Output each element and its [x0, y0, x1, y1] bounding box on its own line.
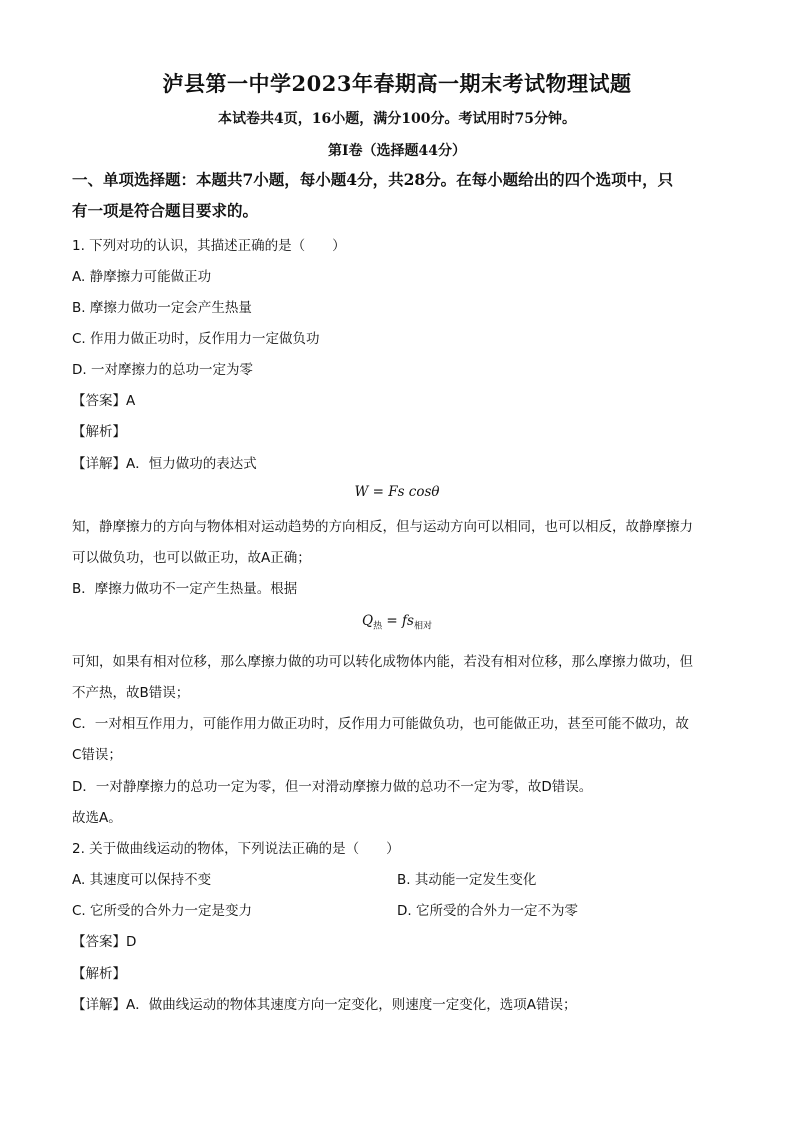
q2-analysis-label: 【解析】 — [72, 966, 126, 982]
q1-detail-10: 故选A。 — [72, 810, 122, 826]
q1-option-c: C. 作用力做正功时，反作用力一定做负功 — [72, 331, 320, 347]
part-intro-line-2: 有一项是符合题目要求的。 — [72, 201, 259, 220]
q2-option-a: A. 其速度可以保持不变 — [72, 872, 212, 888]
q1-detail-4: B．摩擦力做功不一定产生热量。根据 — [72, 581, 298, 597]
q1-detail-8: C错误； — [72, 747, 122, 763]
q1-formula-heat — [0, 613, 794, 632]
q1-answer: 【答案】A — [72, 393, 136, 409]
q2-detail-1: 【详解】A．做曲线运动的物体其速度方向一定变化，则速度一定变化，选项A错误； — [72, 997, 577, 1013]
q2-option-b: B. 其动能一定发生变化 — [397, 872, 537, 888]
q1-formula-work: W = Fs cosθ — [354, 484, 440, 500]
part-intro-line-1: 一、单项选择题：本题共7小题，每小题4分，共28分。在每小题给出的四个选项中，只 — [72, 170, 674, 189]
q1-detail-6: 不产热，故B错误； — [72, 685, 190, 701]
q1-option-d: D. 一对摩擦力的总功一定为零 — [72, 362, 253, 378]
q1-option-b: B. 摩擦力做功一定会产生热量 — [72, 300, 252, 316]
q1-detail-9: D．一对静摩擦力的总功一定为零，但一对滑动摩擦力做的总功不一定为零，故D错误。 — [72, 779, 593, 795]
formula-sub-relative: 相对 — [413, 621, 432, 632]
formula-q: Q — [362, 613, 374, 629]
q1-option-a: A. 静摩擦力可能做正功 — [72, 269, 212, 285]
formula-sub-heat: 热 — [373, 621, 383, 632]
q2-option-c: C. 它所受的合外力一定是变力 — [72, 903, 253, 919]
q1-detail-5: 可知，如果有相对位移，那么摩擦力做的功可以转化成物体内能，若没有相对位移，那么摩擦力做功，但 — [72, 654, 693, 670]
q1-detail-1: 【详解】A．恒力做功的表达式 — [72, 456, 257, 472]
section-header: 第I卷（选择题44分） — [327, 143, 467, 159]
q2-answer: 【答案】D — [72, 934, 137, 950]
exam-info: 本试卷共4页，16小题，满分100分。考试用时75分钟。 — [218, 111, 576, 127]
q2-option-d: D. 它所受的合外力一定不为零 — [397, 903, 578, 919]
q1-detail-3: 可以做负功，也可以做正功，故A正确； — [72, 550, 311, 566]
q1-analysis-label: 【解析】 — [72, 424, 126, 440]
page-title: 泸县第一中学2023年春期高一期末考试物理试题 — [162, 71, 632, 96]
formula-fs: = fs — [382, 613, 414, 629]
q1-detail-7: C．一对相互作用力，可能作用力做正功时，反作用力可能做负功，也可能做正功，甚至可能不做功，故 — [72, 716, 689, 732]
q2-stem: 2. 关于做曲线运动的物体，下列说法正确的是（ ） — [72, 841, 400, 857]
q1-stem: 1. 下列对功的认识，其描述正确的是（ ） — [72, 238, 346, 254]
q1-detail-2: 知，静摩擦力的方向与物体相对运动趋势的方向相反，但与运动方向可以相同，也可以相反，故静摩擦力 — [72, 519, 693, 535]
